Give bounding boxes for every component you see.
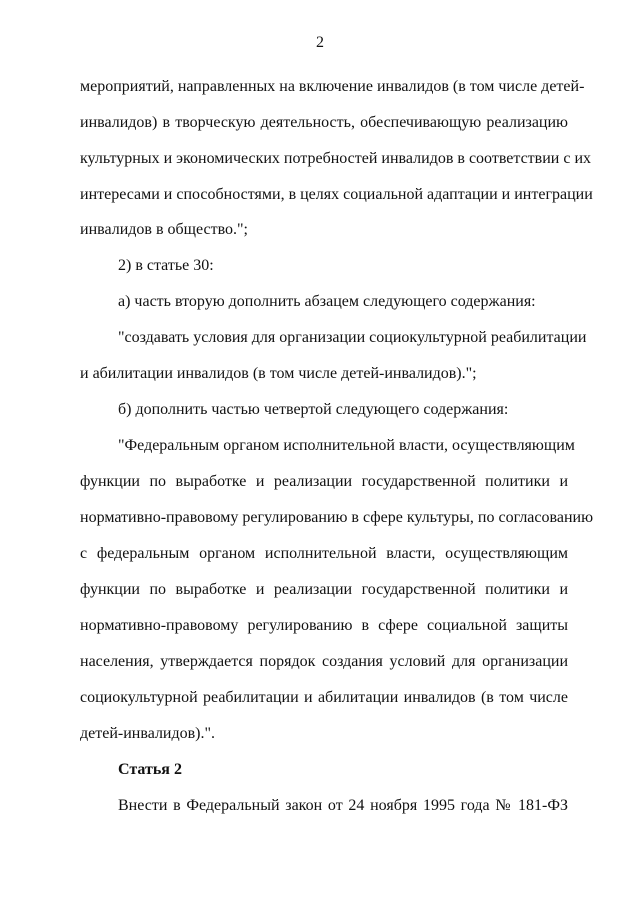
text-line: нормативно-правовому регулированию в сфере культуры, по согласованию [80, 509, 594, 526]
article-heading: Статья 2 [118, 761, 182, 778]
quoted-text-line: и абилитации инвалидов (в том числе детей-инвалидов)."; [80, 365, 477, 382]
text-line: функции по выработке и реализации государственной политики и [80, 473, 568, 490]
subitem-a: а) часть вторую дополнить абзацем следующего содержания: [118, 293, 536, 310]
text-line: с федеральным органом исполнительной власти, осуществляющим [80, 545, 568, 562]
text-line: детей-инвалидов).". [80, 725, 216, 742]
text-line: социокультурной реабилитации и абилитации инвалидов (в том числе [80, 689, 568, 706]
text-line: Внести в Федеральный закон от 24 ноября 1995 года № 181-ФЗ [118, 797, 568, 814]
text-line: мероприятий, направленных на включение инвалидов (в том числе детей- [80, 78, 585, 95]
text-line: интересами и способностями, в целях социальной адаптации и интеграции [80, 186, 593, 203]
list-item-2: 2) в статье 30: [118, 257, 214, 274]
quoted-text-line: "создавать условия для организации социокультурной реабилитации [118, 329, 587, 346]
quoted-text-line: "Федеральным органом исполнительной власти, осуществляющим [118, 437, 575, 454]
text-line: функции по выработке и реализации государственной политики и [80, 581, 568, 598]
text-line: инвалидов в общество."; [80, 221, 248, 238]
page-number: 2 [316, 34, 324, 51]
text-line: нормативно-правовому регулированию в сфере социальной защиты [80, 617, 568, 634]
text-line: культурных и экономических потребностей инвалидов в соответствии с их [80, 150, 592, 167]
text-line: инвалидов) в творческую деятельность, обеспечивающую реализацию [80, 114, 568, 131]
subitem-b: б) дополнить частью четвертой следующего содержания: [118, 401, 509, 418]
text-line: населения, утверждается порядок создания условий для организации [80, 653, 568, 670]
